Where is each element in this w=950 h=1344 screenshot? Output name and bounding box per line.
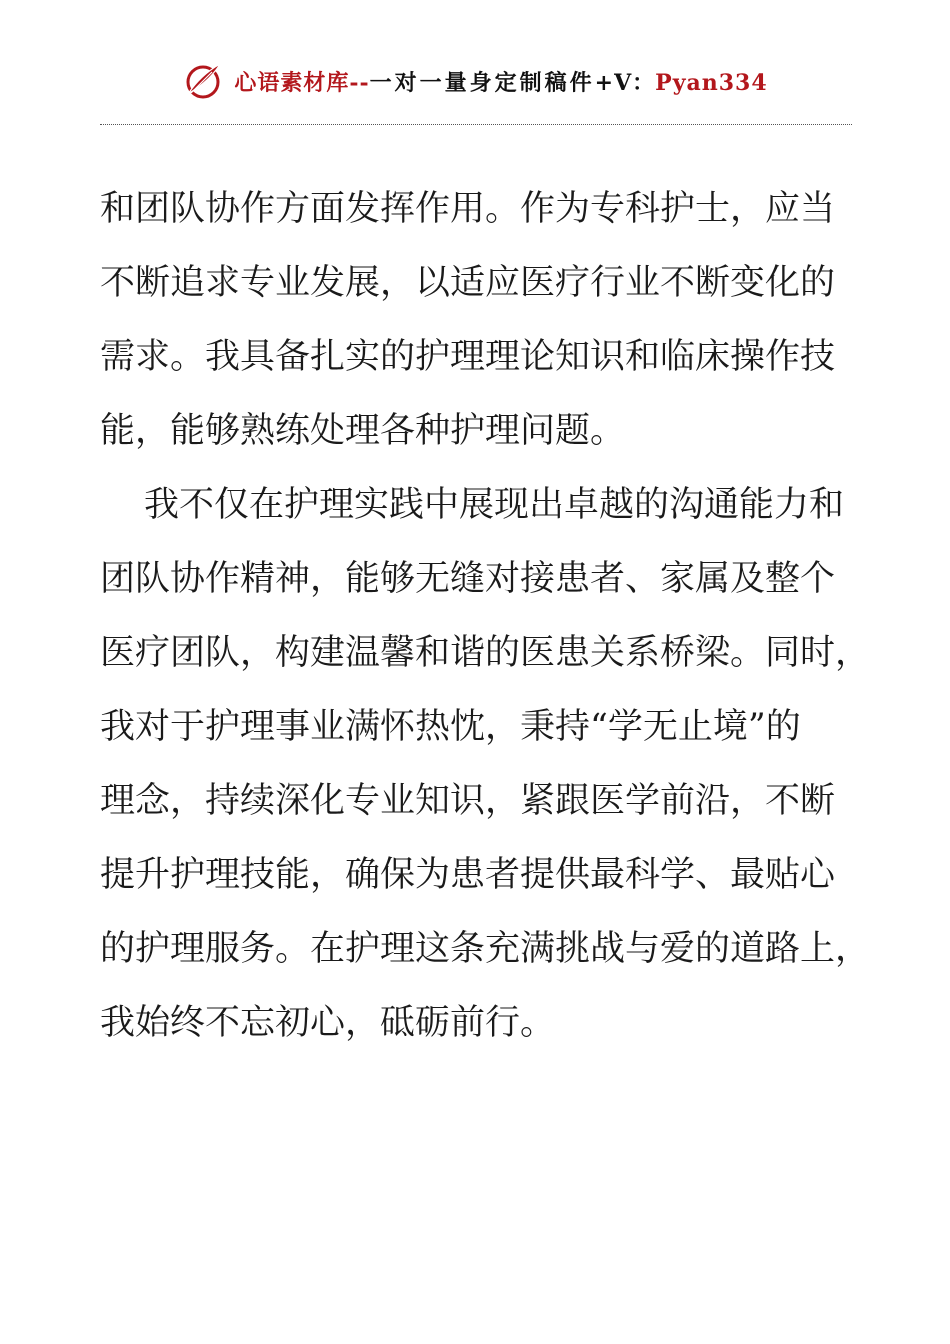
page-header — [0, 58, 950, 104]
contact-prefix: +V： — [594, 69, 656, 96]
text-line: 理念，持续深化专业知识，紧跟医学前沿，不断 — [100, 781, 836, 821]
paragraph-2 — [100, 468, 871, 1060]
paragraph-1 — [100, 172, 852, 468]
text-line: 我始终不忘初心，砥砺前行。 — [100, 1003, 556, 1043]
header-title — [234, 66, 767, 97]
text-line: 我不仅在护理实践中展现出卓越的沟通能力和 — [144, 485, 845, 525]
text-line: 不断追求专业发展，以适应医疗行业不断变化的 — [100, 263, 836, 303]
document-body — [100, 172, 871, 1060]
contact-id: Pyan334 — [655, 69, 768, 96]
text-line: 能，能够熟练处理各种护理问题。 — [100, 411, 626, 451]
text-line: 团队协作精神，能够无缝对接患者、家属及整个 — [100, 559, 836, 599]
text-line: 医疗团队，构建温馨和谐的医患关系桥梁。同时， — [100, 633, 871, 673]
text-line: 我对于护理事业满怀热忱，秉持“学无止境”的 — [100, 707, 801, 747]
text-line: 需求。我具备扎实的护理理论知识和临床操作技 — [100, 337, 836, 377]
header-slogan: 一对一量身定制稿件 — [369, 69, 595, 96]
brand-name: 心语素材库 — [234, 69, 350, 96]
text-line: 和团队协作方面发挥作用。作为专科护士，应当 — [100, 189, 836, 229]
quill-pen-circle-icon — [182, 60, 224, 102]
text-line: 的护理服务。在护理这条充满挑战与爱的道路上， — [100, 929, 871, 969]
text-line: 提升护理技能，确保为患者提供最科学、最贴心 — [100, 855, 836, 895]
header-divider — [100, 124, 852, 125]
header-separator: -- — [349, 69, 370, 96]
